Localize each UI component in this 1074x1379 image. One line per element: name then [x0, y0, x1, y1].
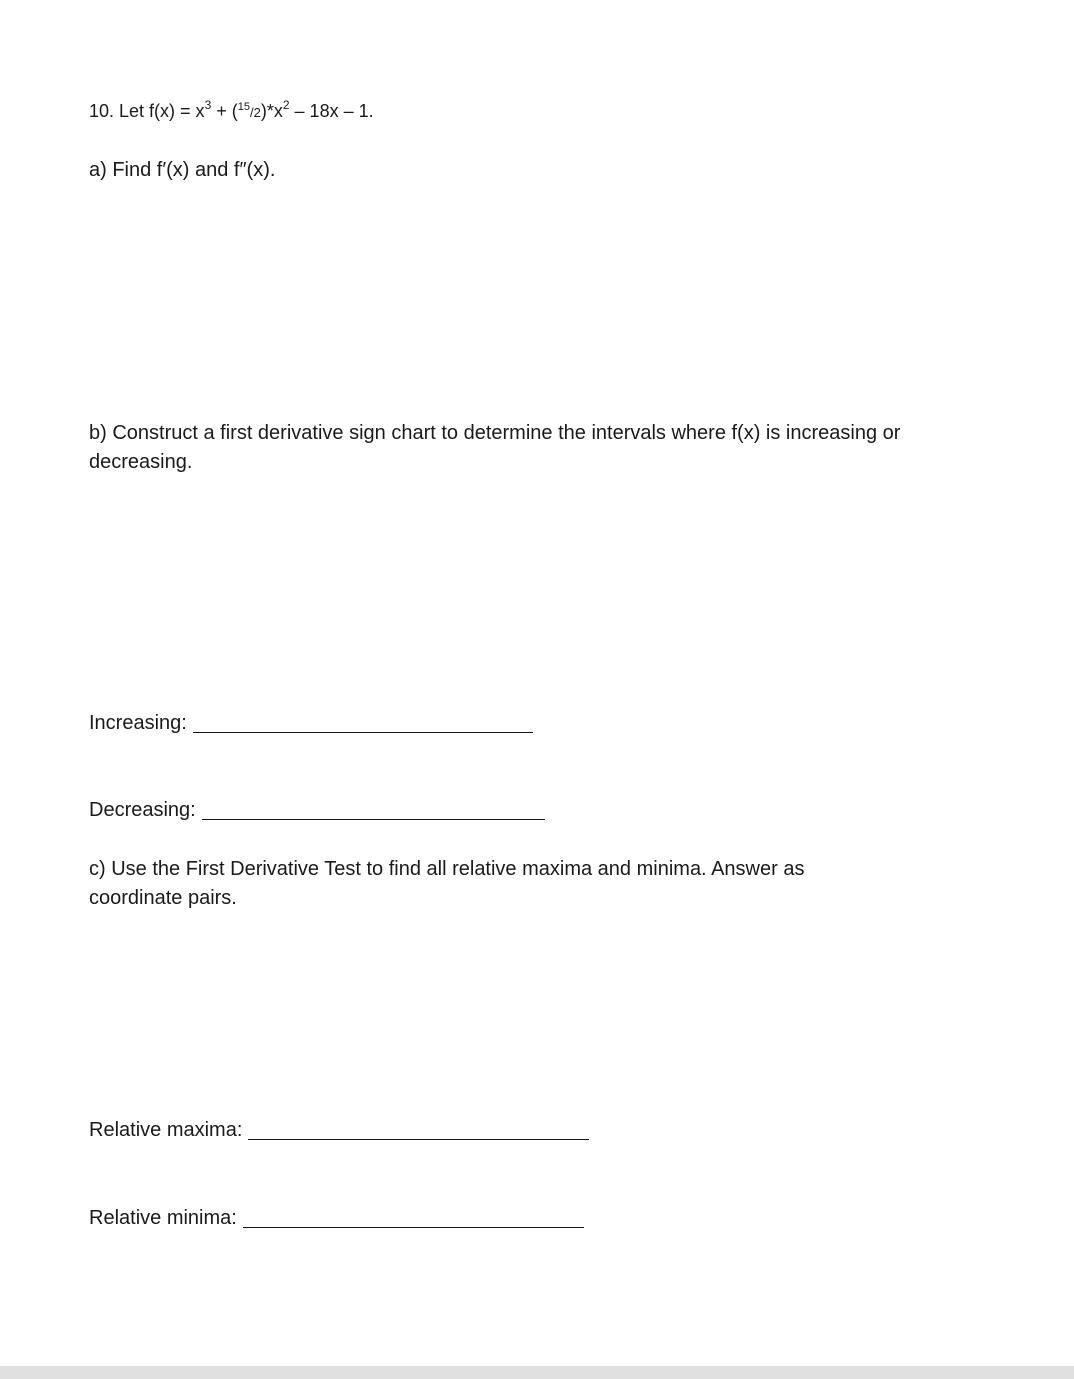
relative-minima-label: Relative minima: — [89, 1207, 237, 1229]
relative-minima-answer-line[interactable] — [243, 1226, 584, 1228]
relative-maxima-label: Relative maxima: — [89, 1119, 243, 1141]
problem-plus: + ( — [211, 101, 238, 121]
exponent-3: 3 — [204, 98, 212, 112]
decreasing-answer-line[interactable] — [202, 818, 545, 820]
fraction-denominator: /2 — [250, 105, 261, 120]
problem-statement — [89, 97, 374, 127]
decreasing-answer-row — [89, 796, 545, 825]
problem-times-x: )*x — [260, 101, 283, 121]
relative-maxima-answer-row — [89, 1116, 589, 1145]
decreasing-label: Decreasing: — [89, 799, 196, 821]
bottom-strip — [0, 1366, 1074, 1379]
relative-minima-answer-row — [89, 1204, 584, 1233]
problem-prefix: 10. Let f(x) = x — [89, 101, 205, 121]
exponent-2: 2 — [282, 98, 290, 112]
part-c-question: c) Use the First Derivative Test to find all relative maxima and minima. Answer as coordinate pairs. — [89, 858, 805, 909]
relative-maxima-answer-line[interactable] — [248, 1138, 589, 1140]
increasing-answer-line[interactable] — [193, 731, 533, 733]
part-a-question: a) Find f′(x) and f″(x). — [89, 159, 276, 181]
part-b-question: b) Construct a first derivative sign chart to determine the intervals where f(x) is increasing or decreasing. — [89, 422, 901, 473]
fraction-numerator: 15 — [237, 101, 251, 113]
increasing-label: Increasing: — [89, 712, 187, 734]
increasing-answer-row — [89, 709, 533, 738]
problem-rest: – 18x – 1. — [289, 101, 374, 121]
